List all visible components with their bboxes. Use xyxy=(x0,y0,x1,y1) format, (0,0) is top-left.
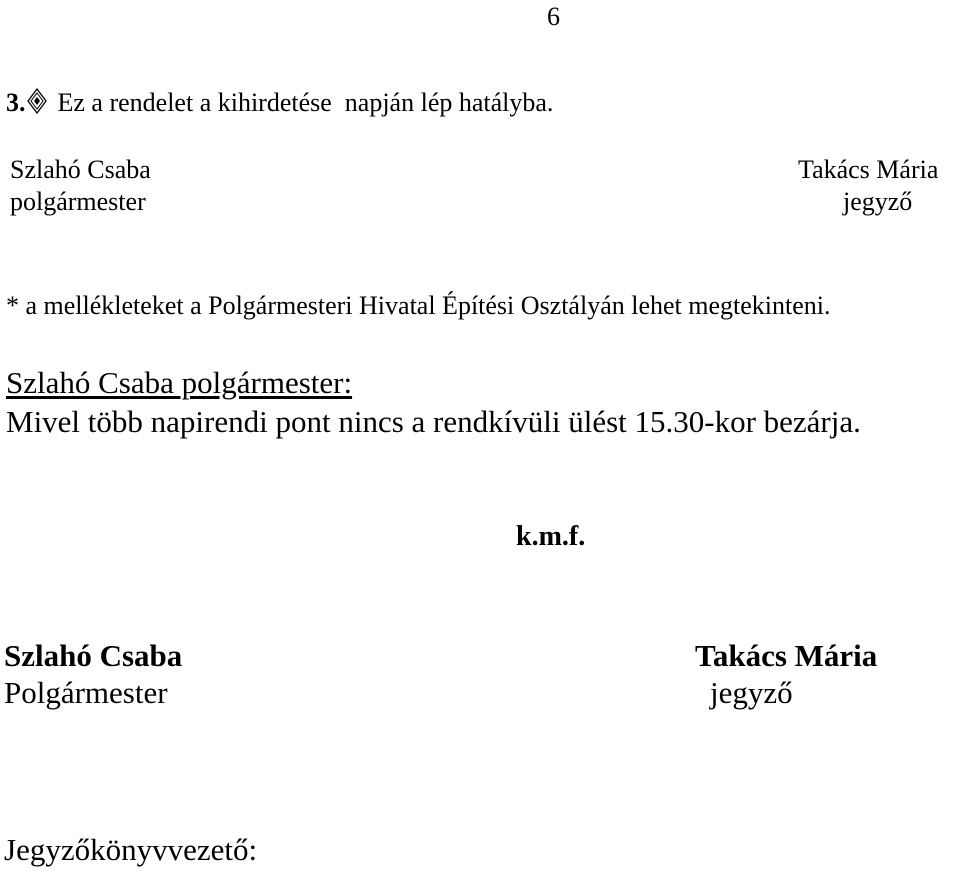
top-right-signer-title: jegyző xyxy=(843,187,913,216)
top-left-signer-name: Szlahó Csaba xyxy=(10,155,151,184)
top-left-signer-title: polgármester xyxy=(10,187,146,216)
kmf-mark: k.m.f. xyxy=(516,521,586,552)
page-number: 6 xyxy=(547,2,560,31)
bottom-right-signer-name: Takács Mária xyxy=(695,638,878,673)
closing-statement: Mivel több napirendi pont nincs a rendkívüli ülést 15.30-kor bezárja. xyxy=(6,404,861,439)
speaker-heading: Szlahó Csaba polgármester: xyxy=(6,365,353,400)
recorder-label: Jegyzőkönyvvezető: xyxy=(4,832,258,867)
bottom-left-signer-name: Szlahó Csaba xyxy=(4,638,183,673)
section-3-text: Ez a rendelet a kihirdetése napján lép hatályba. xyxy=(57,88,554,117)
annex-note: * a mellékleteket a Polgármesteri Hivatal Építési Osztályán lehet megtekinteni. xyxy=(6,291,831,320)
bottom-right-signer-title: jegyző xyxy=(710,675,793,710)
section-3-line xyxy=(6,88,553,119)
diamond-bullet-icon xyxy=(26,88,48,119)
top-right-signer-name: Takács Mária xyxy=(798,155,939,184)
section-number: 3. xyxy=(6,88,26,117)
bottom-left-signer-title: Polgármester xyxy=(4,675,168,710)
